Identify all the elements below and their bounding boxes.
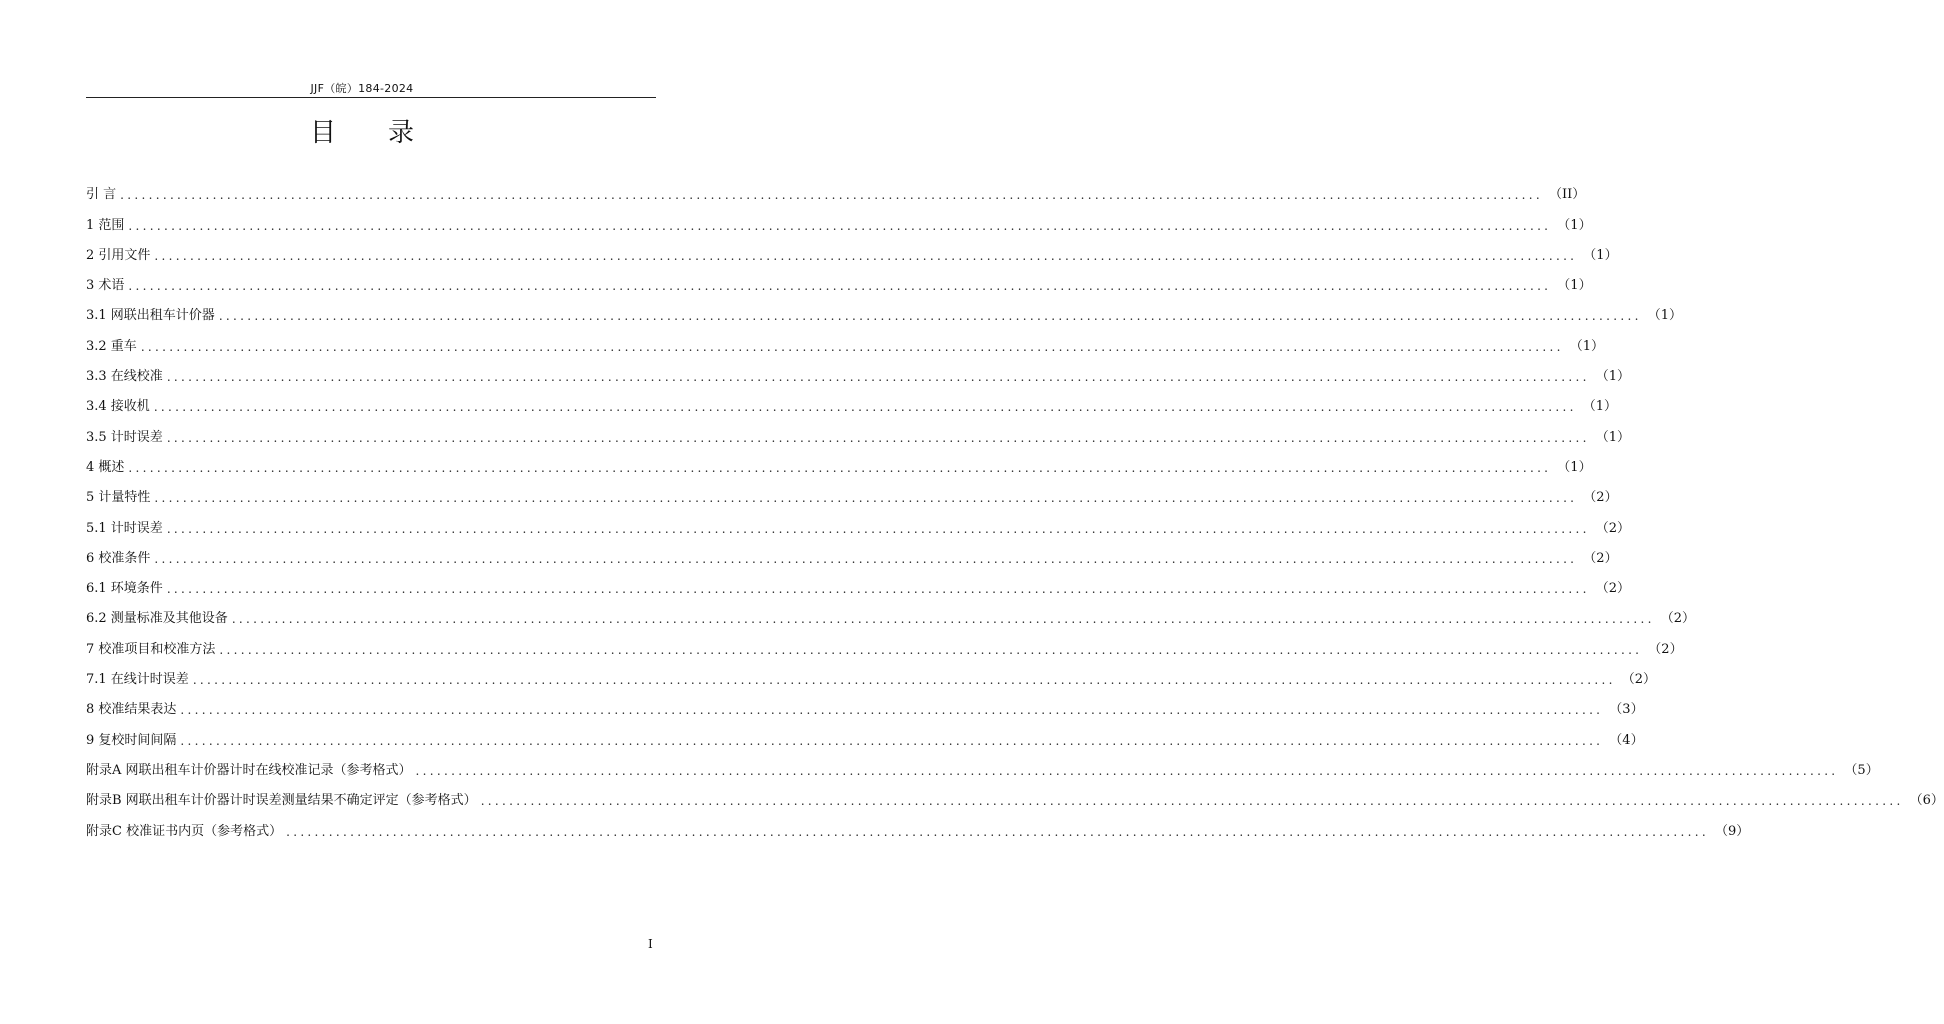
toc-entry-page: （1） [1595, 429, 1630, 445]
toc-entry-page: （2） [1583, 490, 1618, 506]
toc-dot-leader: ........................................................................................................................................................................................................ [219, 642, 1643, 657]
toc-entry[interactable] [86, 808, 1750, 839]
toc-entry-page: （2） [1595, 581, 1630, 597]
toc-dot-leader: ........................................................................................................................................................................................................ [286, 824, 1709, 839]
toc-entry-page: （9） [1714, 823, 1750, 839]
toc-dot-leader: ........................................................................................................................................................................................................ [166, 370, 1590, 385]
toc-entry-page: （II） [1549, 187, 1586, 203]
toc-entry[interactable] [86, 626, 1683, 657]
toc-entry-label: 3.3 在线校准 [86, 369, 163, 385]
toc-entry-page: （2） [1595, 520, 1630, 536]
toc-entry[interactable] [86, 202, 1592, 233]
header-divider [86, 97, 656, 98]
toc-entry[interactable] [86, 414, 1630, 445]
toc-dot-leader: ........................................................................................................................................................................................................ [153, 400, 1577, 415]
toc-entry[interactable] [86, 505, 1630, 536]
toc-entry-page: （6） [1909, 793, 1944, 809]
toc-entry-label: 引 言 [86, 187, 117, 203]
toc-entry[interactable] [86, 233, 1618, 263]
toc-entry-label: 2 引用文件 [86, 247, 151, 263]
toc-entry-page: （3） [1609, 702, 1644, 718]
toc-dot-leader: ........................................................................................................................................................................................................ [218, 309, 1642, 324]
toc-entry-page: （1） [1582, 399, 1617, 415]
toc-entry[interactable] [86, 293, 1682, 324]
table-of-contents [86, 172, 1944, 839]
toc-entry-label: 3.5 计时误差 [86, 429, 163, 445]
page-number: I [648, 937, 653, 951]
toc-entry[interactable] [86, 384, 1617, 415]
toc-entry-page: （5） [1844, 762, 1879, 778]
toc-dot-leader: ........................................................................................................................................................................................................ [231, 612, 1655, 627]
toc-dot-leader: ........................................................................................................................................................................................................ [154, 551, 1578, 566]
toc-entry[interactable] [86, 717, 1644, 748]
toc-entry-page: （1） [1557, 459, 1592, 475]
toc-entry-label: 5 计量特性 [86, 490, 151, 506]
standard-code-header: JJF（皖）184-2024 [310, 82, 414, 95]
toc-dot-leader: ........................................................................................................................................................................................................ [192, 673, 1616, 688]
toc-entry-label: 4 概述 [86, 459, 125, 475]
toc-entry[interactable] [86, 263, 1592, 294]
toc-dot-leader: ........................................................................................................................................................................................................ [128, 279, 1552, 294]
page-title: 目录 [309, 118, 466, 148]
toc-entry[interactable] [86, 323, 1604, 354]
toc-entry-label: 附录C 校准证书内页（参考格式） [86, 823, 283, 839]
toc-entry-label: 附录A 网联出租车计价器计时在线校准记录（参考格式） [86, 762, 412, 778]
toc-entry[interactable] [86, 354, 1630, 385]
toc-entry-page: （1） [1583, 247, 1618, 263]
toc-entry-page: （1） [1557, 217, 1592, 233]
toc-entry-page: （1） [1647, 308, 1682, 324]
toc-entry-label: 9 复校时间间隔 [86, 732, 177, 748]
toc-entry-page: （1） [1569, 338, 1604, 354]
toc-entry-label: 3.2 重车 [86, 338, 137, 354]
toc-entry[interactable] [86, 566, 1630, 597]
toc-entry-label: 1 范围 [86, 217, 125, 233]
toc-dot-leader: ........................................................................................................................................................................................................ [120, 188, 1544, 203]
toc-dot-leader: ........................................................................................................................................................................................................ [128, 218, 1552, 233]
toc-dot-leader: ........................................................................................................................................................................................................ [166, 582, 1590, 597]
toc-dot-leader: ........................................................................................................................................................................................................ [154, 491, 1578, 506]
toc-entry[interactable] [86, 475, 1618, 506]
toc-entry-page: （1） [1557, 278, 1592, 294]
toc-entry-page: （4） [1609, 732, 1644, 748]
toc-entry-page: （1） [1595, 369, 1630, 385]
toc-entry[interactable] [86, 687, 1644, 718]
toc-dot-leader: ........................................................................................................................................................................................................ [128, 460, 1552, 475]
toc-entry[interactable] [86, 657, 1656, 688]
toc-entry-page: （2） [1621, 672, 1656, 688]
toc-entry-label: 3 术语 [86, 278, 125, 294]
toc-entry[interactable] [86, 536, 1618, 566]
toc-entry-label: 3.4 接收机 [86, 399, 150, 415]
toc-dot-leader: ........................................................................................................................................................................................................ [166, 521, 1590, 536]
toc-dot-leader: ........................................................................................................................................................................................................ [140, 339, 1564, 354]
toc-entry-page: （2） [1648, 641, 1683, 657]
toc-entry-label: 7.1 在线计时误差 [86, 672, 189, 688]
toc-entry[interactable] [86, 748, 1879, 778]
toc-entry-page: （2） [1583, 550, 1618, 566]
toc-entry-label: 3.1 网联出租车计价器 [86, 308, 215, 324]
toc-entry-label: 8 校准结果表达 [86, 702, 177, 718]
toc-entry-label: 附录B 网联出租车计价器计时误差测量结果不确定评定（参考格式） [86, 793, 477, 809]
toc-entry-label: 5.1 计时误差 [86, 520, 163, 536]
toc-entry-page: （2） [1660, 611, 1695, 627]
toc-entry[interactable] [86, 596, 1695, 627]
toc-entry-label: 6.2 测量标准及其他设备 [86, 611, 228, 627]
toc-dot-leader: ........................................................................................................................................................................................................ [154, 248, 1578, 263]
toc-entry[interactable] [86, 778, 1944, 809]
toc-dot-leader: ........................................................................................................................................................................................................ [480, 794, 1904, 809]
toc-entry-label: 6 校准条件 [86, 550, 151, 566]
toc-dot-leader: ........................................................................................................................................................................................................ [166, 430, 1590, 445]
toc-dot-leader: ........................................................................................................................................................................................................ [415, 763, 1839, 778]
toc-entry[interactable] [86, 445, 1592, 475]
toc-dot-leader: ........................................................................................................................................................................................................ [180, 703, 1604, 718]
toc-dot-leader: ........................................................................................................................................................................................................ [180, 733, 1604, 748]
toc-entry-label: 6.1 环境条件 [86, 581, 163, 597]
toc-entry-label: 7 校准项目和校准方法 [86, 641, 216, 657]
toc-entry[interactable] [86, 172, 1586, 203]
